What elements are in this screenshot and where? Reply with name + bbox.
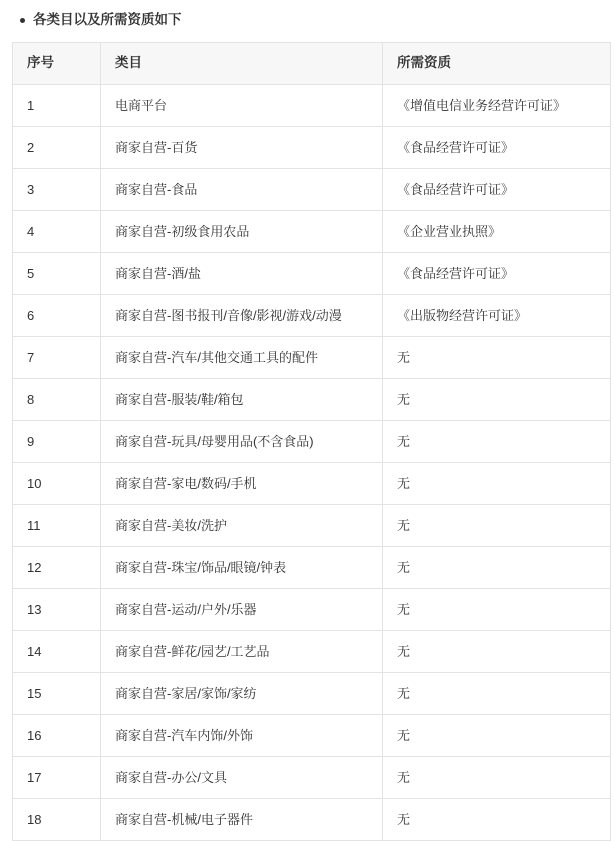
- table-row: [13, 631, 611, 673]
- cell-category: 商家自营-鲜花/园艺/工艺品: [101, 631, 383, 673]
- cell-category: 商家自营-珠宝/饰品/眼镜/钟表: [101, 547, 383, 589]
- cell-index: 14: [13, 631, 101, 673]
- cell-category: 商家自营-家居/家饰/家纺: [101, 673, 383, 715]
- cell-qualification: 无: [383, 379, 611, 421]
- cell-index: 5: [13, 253, 101, 295]
- table-row: [13, 295, 611, 337]
- cell-qualification: 无: [383, 631, 611, 673]
- cell-category: 商家自营-机械/电子器件: [101, 799, 383, 841]
- table-header-row: [13, 43, 611, 85]
- cell-index: 17: [13, 757, 101, 799]
- table-row: [13, 211, 611, 253]
- cell-category: 商家自营-运动/户外/乐器: [101, 589, 383, 631]
- table-body: [13, 85, 611, 841]
- table-row: [13, 127, 611, 169]
- cell-qualification: 无: [383, 337, 611, 379]
- cell-qualification: 无: [383, 589, 611, 631]
- cell-category: 商家自营-服装/鞋/箱包: [101, 379, 383, 421]
- table-row: [13, 799, 611, 841]
- cell-index: 1: [13, 85, 101, 127]
- table-row: [13, 715, 611, 757]
- table-row: [13, 169, 611, 211]
- column-header-category: 类目: [101, 43, 383, 85]
- qualification-table: [12, 42, 611, 841]
- table-row: [13, 379, 611, 421]
- cell-category: 商家自营-办公/文具: [101, 757, 383, 799]
- cell-category: 商家自营-汽车内饰/外饰: [101, 715, 383, 757]
- cell-qualification: 《食品经营许可证》: [383, 253, 611, 295]
- cell-index: 9: [13, 421, 101, 463]
- cell-category: 电商平台: [101, 85, 383, 127]
- intro-bullet-line: [18, 10, 607, 30]
- intro-text: 各类目以及所需资质如下: [33, 12, 182, 27]
- cell-index: 3: [13, 169, 101, 211]
- cell-qualification: 《食品经营许可证》: [383, 169, 611, 211]
- table-row: [13, 463, 611, 505]
- cell-category: 商家自营-百货: [101, 127, 383, 169]
- table-row: [13, 337, 611, 379]
- cell-qualification: 《企业营业执照》: [383, 211, 611, 253]
- cell-index: 4: [13, 211, 101, 253]
- table-row: [13, 421, 611, 463]
- cell-category: 商家自营-家电/数码/手机: [101, 463, 383, 505]
- table-row: [13, 589, 611, 631]
- cell-index: 12: [13, 547, 101, 589]
- cell-qualification: 无: [383, 547, 611, 589]
- cell-qualification: 无: [383, 715, 611, 757]
- cell-qualification: 无: [383, 757, 611, 799]
- cell-index: 16: [13, 715, 101, 757]
- cell-qualification: 无: [383, 799, 611, 841]
- column-header-qualification: 所需资质: [383, 43, 611, 85]
- table-row: [13, 505, 611, 547]
- cell-category: 商家自营-酒/盐: [101, 253, 383, 295]
- table-row: [13, 253, 611, 295]
- column-header-index: 序号: [13, 43, 101, 85]
- cell-index: 10: [13, 463, 101, 505]
- cell-category: 商家自营-美妆/洗护: [101, 505, 383, 547]
- cell-index: 11: [13, 505, 101, 547]
- table-row: [13, 757, 611, 799]
- table-header: [13, 43, 611, 85]
- cell-category: 商家自营-玩具/母婴用品(不含食品): [101, 421, 383, 463]
- table-row: [13, 547, 611, 589]
- cell-index: 13: [13, 589, 101, 631]
- cell-qualification: 《食品经营许可证》: [383, 127, 611, 169]
- cell-index: 6: [13, 295, 101, 337]
- cell-index: 8: [13, 379, 101, 421]
- cell-category: 商家自营-初级食用农品: [101, 211, 383, 253]
- cell-qualification: 无: [383, 673, 611, 715]
- cell-index: 2: [13, 127, 101, 169]
- cell-index: 18: [13, 799, 101, 841]
- cell-qualification: 《增值电信业务经营许可证》: [383, 85, 611, 127]
- cell-qualification: 无: [383, 421, 611, 463]
- cell-index: 7: [13, 337, 101, 379]
- cell-qualification: 无: [383, 505, 611, 547]
- cell-index: 15: [13, 673, 101, 715]
- table-row: [13, 673, 611, 715]
- cell-qualification: 无: [383, 463, 611, 505]
- table-row: [13, 85, 611, 127]
- cell-category: 商家自营-食品: [101, 169, 383, 211]
- cell-category: 商家自营-图书报刊/音像/影视/游戏/动漫: [101, 295, 383, 337]
- bullet-icon: [20, 18, 25, 23]
- cell-category: 商家自营-汽车/其他交通工具的配件: [101, 337, 383, 379]
- cell-qualification: 《出版物经营许可证》: [383, 295, 611, 337]
